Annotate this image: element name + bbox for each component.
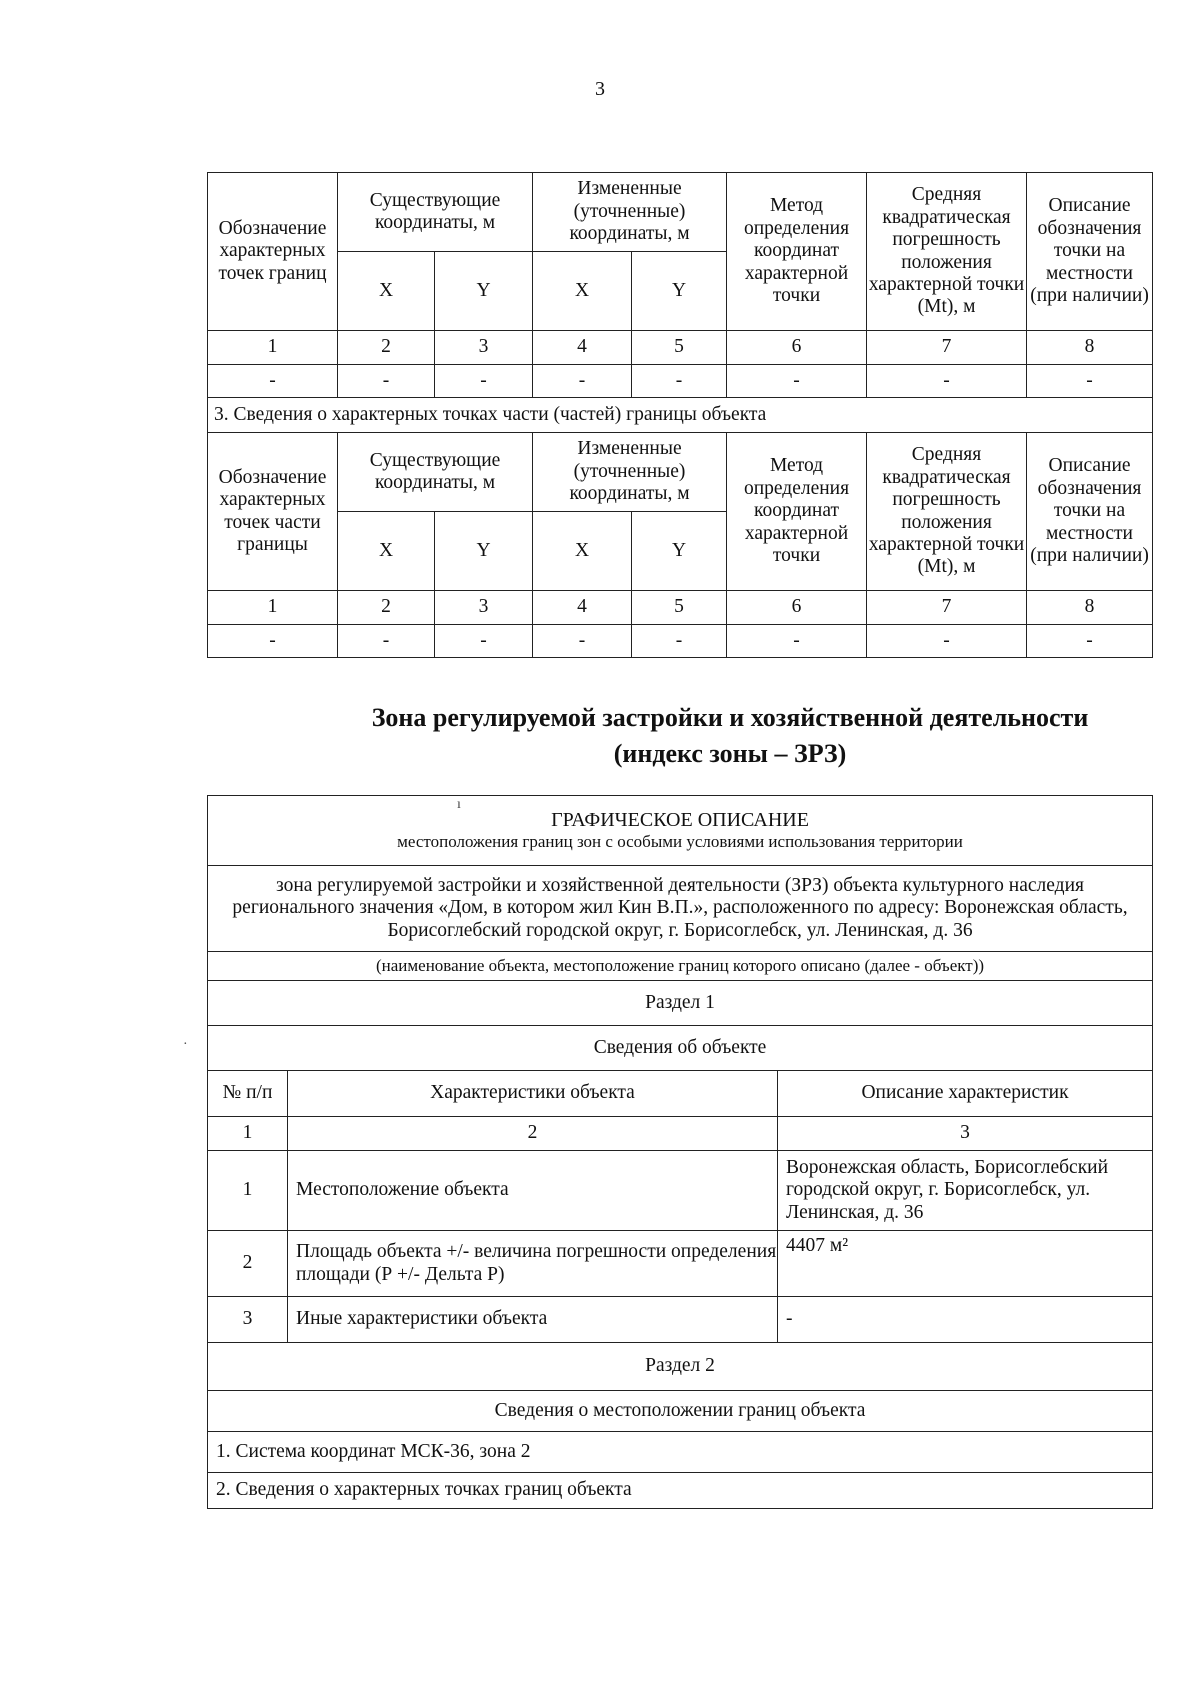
empty-cell: - (867, 365, 1027, 398)
y-header: Y (632, 512, 727, 591)
empty-cell: - (632, 625, 727, 658)
zone-heading: Зона регулируемой застройки и хозяйственной деятельности (371, 703, 1089, 732)
row-number: 2 (208, 1231, 288, 1297)
column-number: 2 (338, 591, 435, 625)
method-header: Метод определения координат характерной точки (727, 433, 867, 591)
num-column-header: № п/п (208, 1071, 288, 1117)
description-header: Описание обозначения точки на местности (при наличии) (1027, 173, 1153, 331)
description-header: Описание обозначения точки на местности (при наличии) (1027, 433, 1153, 591)
changed-coords-header: Измененные (уточненные) координаты, м (533, 433, 727, 512)
column-number: 4 (533, 331, 632, 365)
empty-cell: - (533, 625, 632, 658)
coordinate-system: 1. Система координат МСК-36, зона 2 (208, 1432, 1153, 1473)
column-number: 1 (208, 1117, 288, 1151)
mean-error-header: Средняя квадратическая погрешность положения характерной точки (Mt), м (867, 173, 1027, 331)
column-number: 1 (208, 591, 338, 625)
y-header: Y (632, 252, 727, 331)
page-number: 3 (595, 78, 605, 100)
point-designation-header: Обозначение характерных точек границ (208, 173, 338, 331)
column-number: 7 (867, 331, 1027, 365)
section-1-title: Сведения об объекте (208, 1026, 1153, 1071)
column-number: 5 (632, 331, 727, 365)
mean-error-header: Средняя квадратическая погрешность положения характерной точки (Mt), м (867, 433, 1027, 591)
document-subtitle: местоположения границ зон с особыми условиями использования территории (397, 832, 963, 852)
section-2-label: Раздел 2 (208, 1343, 1153, 1391)
row-number: 3 (208, 1297, 288, 1343)
x-header: X (533, 252, 632, 331)
changed-coords-header: Измененные (уточненные) координаты, м (533, 173, 727, 252)
part-point-designation-header: Обозначение характерных точек части границы (208, 433, 338, 591)
y-header: Y (435, 512, 533, 591)
characteristic-name: Иные характеристики объекта (288, 1297, 778, 1343)
column-number: 2 (338, 331, 435, 365)
y-header: Y (435, 252, 533, 331)
empty-cell: - (208, 625, 338, 658)
object-name: зона регулируемой застройки и хозяйственной деятельности (ЗРЗ) объекта культурного наследия регионального значения «Дом, в котором жил Кин В.П.», расположенного по адресу: Воронежская область, Борисоглебский городской округ, г. Борисоглебск, ул. Ленинская, д. 36 (208, 866, 1153, 952)
scan-dot: · (183, 1037, 188, 1052)
coordinates-table (207, 172, 1153, 658)
zone-index-heading: (индекс зоны – ЗРЗ) (613, 739, 847, 768)
section-1-label: Раздел 1 (208, 981, 1153, 1026)
empty-cell: - (727, 625, 867, 658)
row-number: 1 (208, 1151, 288, 1231)
empty-cell: - (727, 365, 867, 398)
x-header: X (338, 252, 435, 331)
column-number: 1 (208, 331, 338, 365)
section-2-title: Сведения о местоположении границ объекта (208, 1391, 1153, 1432)
scan-mark: ı (457, 797, 461, 812)
characteristic-name: Площадь объекта +/- величина погрешности определения площади (Р +/- Дельта Р) (288, 1231, 778, 1297)
document-title: ГРАФИЧЕСКОЕ ОПИСАНИЕ (551, 809, 809, 832)
x-header: X (338, 512, 435, 591)
existing-coords-header: Существующие координаты, м (338, 173, 533, 252)
column-number: 3 (435, 591, 533, 625)
empty-cell: - (338, 625, 435, 658)
method-header: Метод определения координат характерной точки (727, 173, 867, 331)
column-number: 5 (632, 591, 727, 625)
existing-coords-header: Существующие координаты, м (338, 433, 533, 512)
empty-cell: - (533, 365, 632, 398)
column-number: 3 (778, 1117, 1153, 1151)
column-number: 2 (288, 1117, 778, 1151)
column-number: 6 (727, 591, 867, 625)
column-number: 8 (1027, 331, 1153, 365)
empty-cell: - (632, 365, 727, 398)
characteristic-name: Местоположение объекта (288, 1151, 778, 1231)
column-number: 6 (727, 331, 867, 365)
graphic-description-title (208, 796, 1153, 866)
column-number: 4 (533, 591, 632, 625)
description-column-header: Описание характеристик (778, 1071, 1153, 1117)
empty-cell: - (208, 365, 338, 398)
boundary-points-title: 2. Сведения о характерных точках границ объекта (208, 1473, 1153, 1509)
section-3-title: 3. Сведения о характерных точках части (частей) границы объекта (208, 398, 1153, 433)
x-header: X (533, 512, 632, 591)
column-number: 7 (867, 591, 1027, 625)
empty-cell: - (1027, 365, 1153, 398)
empty-cell: - (338, 365, 435, 398)
characteristic-value: - (778, 1297, 1153, 1343)
characteristic-value: Воронежская область, Борисоглебский городской округ, г. Борисоглебск, ул. Ленинская, д. 36 (778, 1151, 1153, 1231)
empty-cell: - (435, 365, 533, 398)
empty-cell: - (867, 625, 1027, 658)
empty-cell: - (1027, 625, 1153, 658)
column-number: 8 (1027, 591, 1153, 625)
column-number: 3 (435, 331, 533, 365)
empty-cell: - (435, 625, 533, 658)
characteristics-column-header: Характеристики объекта (288, 1071, 778, 1117)
graphic-description-table (207, 795, 1153, 1509)
object-name-caption: (наименование объекта, местоположение границ которого описано (далее - объект)) (208, 952, 1153, 981)
characteristic-value: 4407 м² (778, 1231, 1153, 1297)
